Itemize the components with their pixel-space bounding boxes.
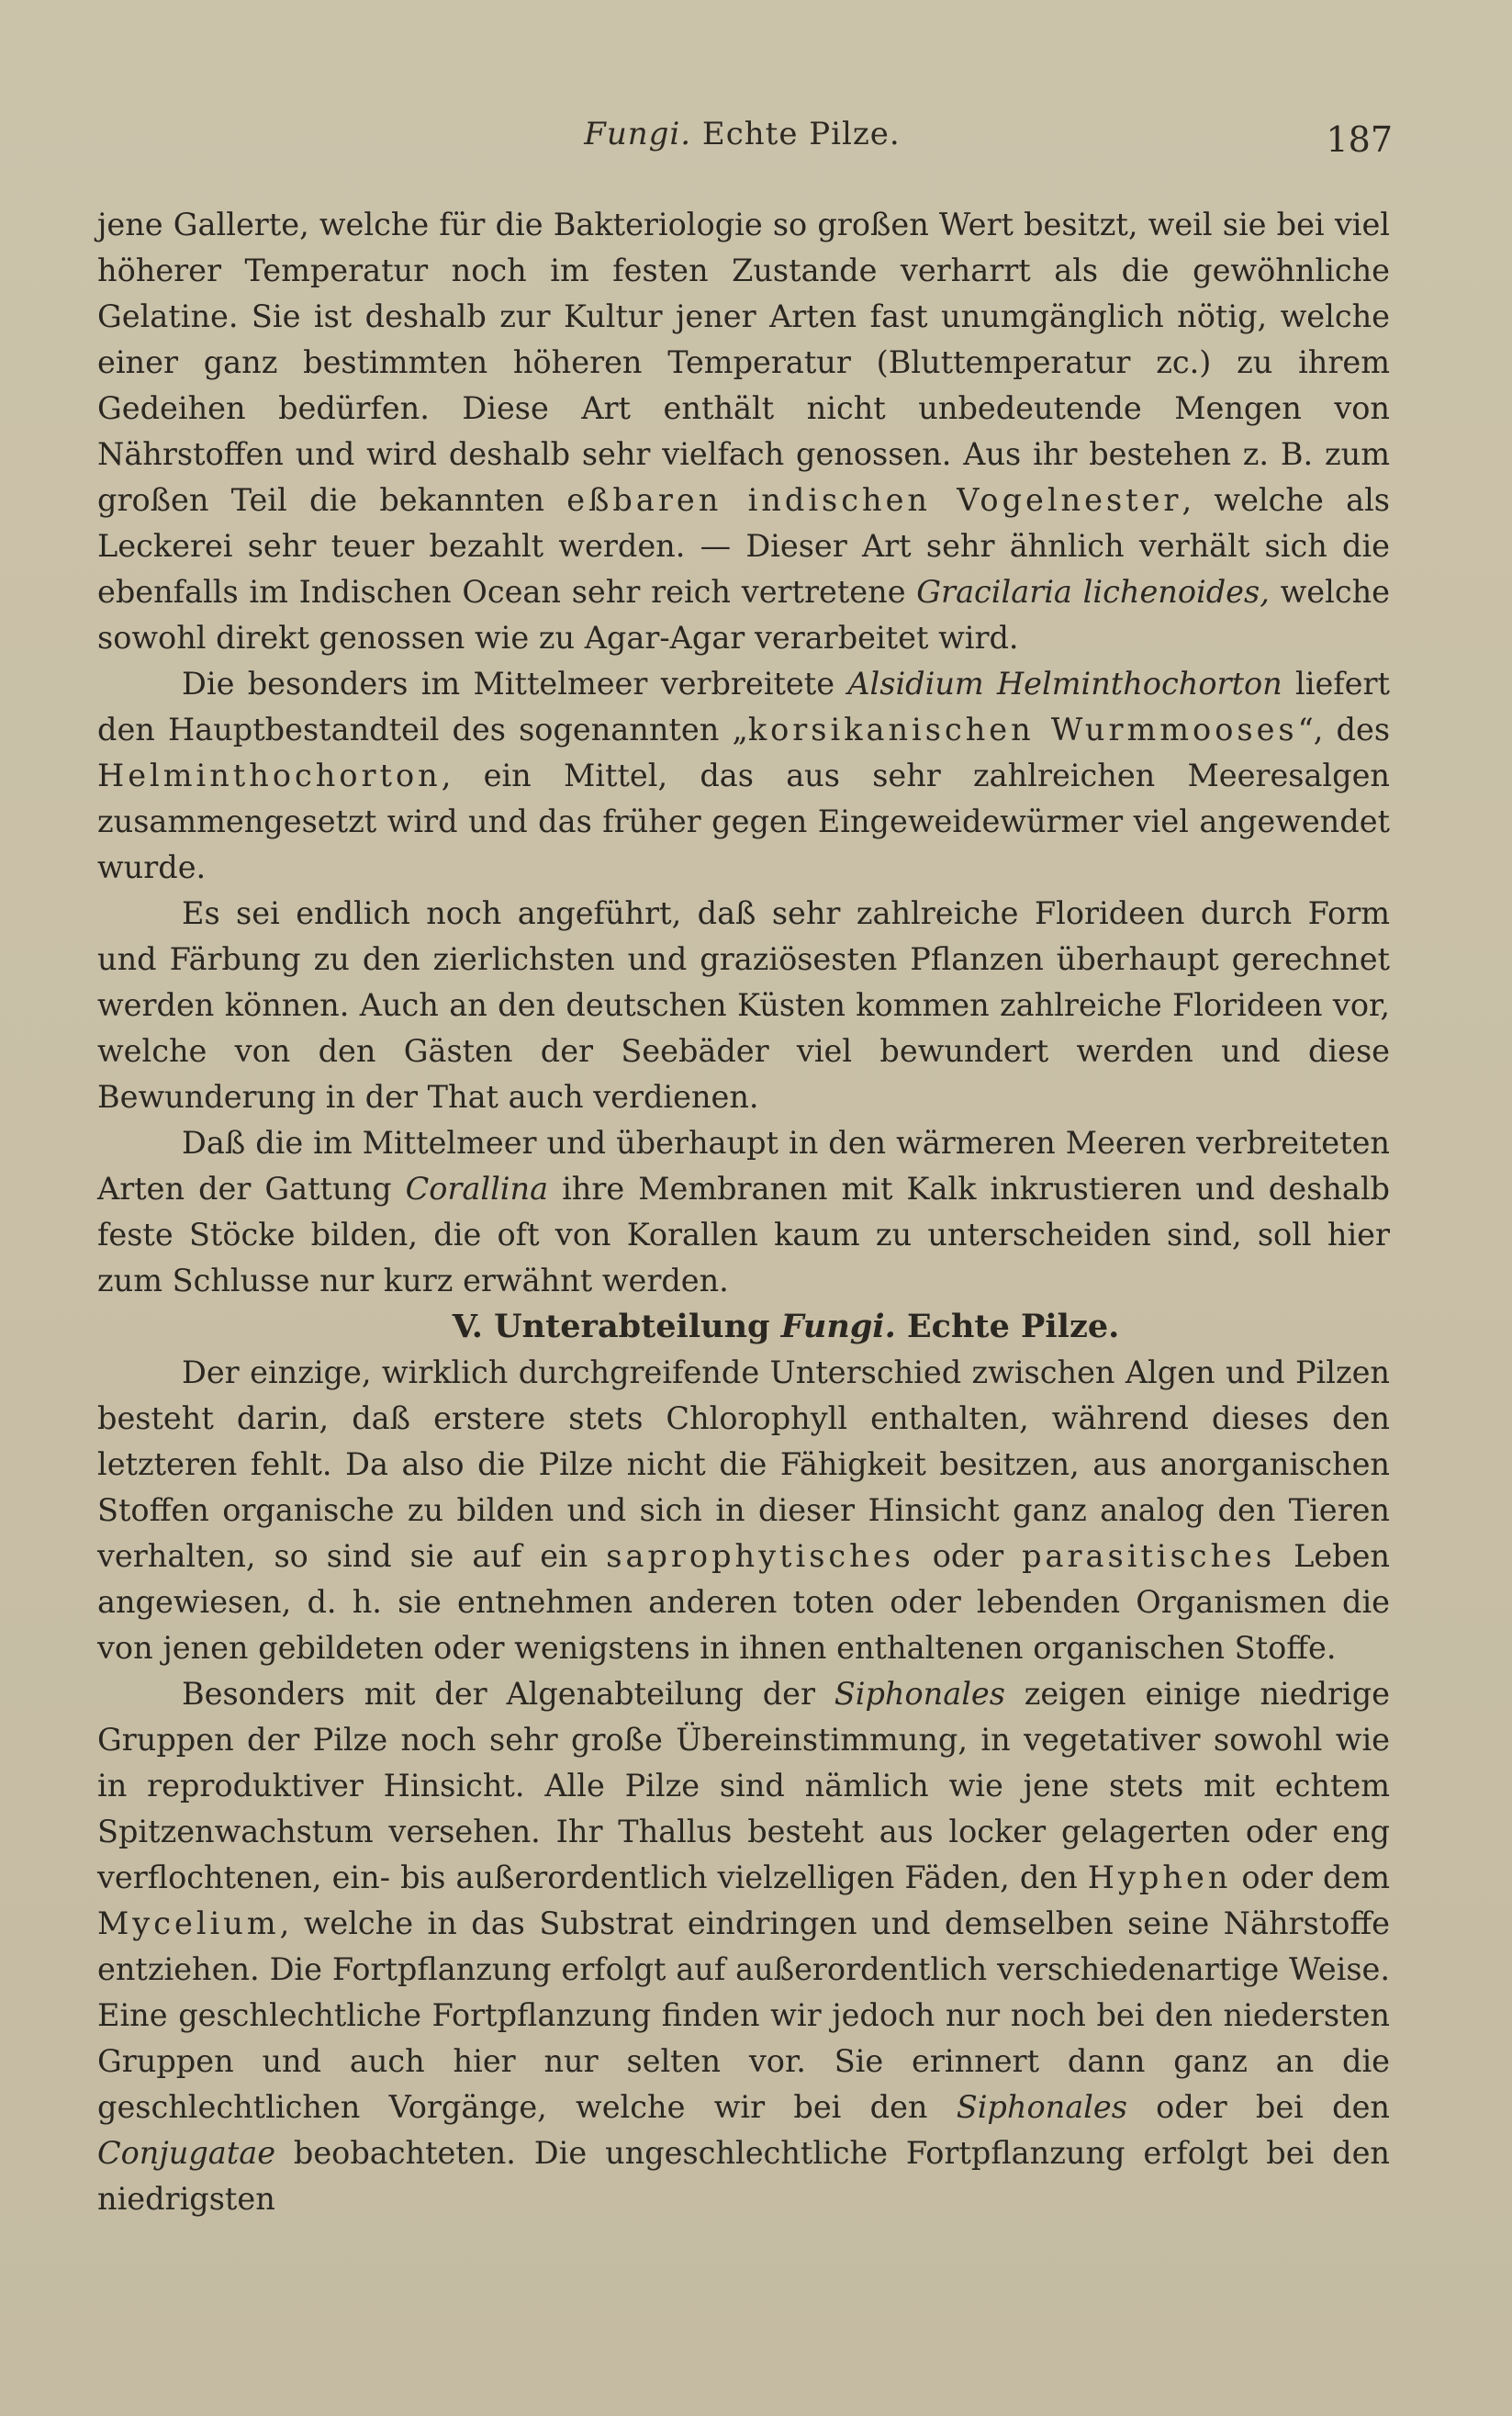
body-text bbox=[97, 202, 1390, 2222]
paragraph-florideen bbox=[97, 891, 1390, 1120]
running-head-title bbox=[92, 116, 1393, 152]
text-run: Der einzige, wirklich durchgreifende Unterschied zwischen Algen und Pilzen besteht darin, daß erstere stets Chlorophyll enthalten, während dieses den letzteren fehlt. Da also die Pilze nicht die Fähigkeit besitzen, aus anorganischen Stoffen organische zu bilden und sich in dieser Hinsicht ganz analog den Tieren verhalten, so sind sie auf ein bbox=[97, 1354, 1390, 1574]
text-run: zeigen einige niedrige Gruppen der Pilze noch sehr große Übereinstimmung, in vegetativer sowohl wie in reproduktiver Hinsicht. Alle Pilze sind nämlich wie jene stets mit echtem Spitzenwachstum versehen. Ihr Thallus besteht aus locker gelagerten oder eng verflochtenen, ein- bis außerordentlich vielzelligen Fäden, den bbox=[97, 1676, 1390, 1895]
spaced-term: Mycelium bbox=[97, 1905, 280, 1941]
running-head-german: Echte Pilze. bbox=[701, 116, 901, 152]
text-run: , ein Mittel, das aus sehr zahlreichen Meeresalgen zusammengesetzt wird und das früher gegen Eingeweidewürmer viel angewendet wurde. bbox=[97, 758, 1390, 885]
heading-latin: Fungi. bbox=[780, 1308, 896, 1345]
spaced-term: parasitisches bbox=[1022, 1538, 1276, 1574]
paragraph-siphonales bbox=[97, 1671, 1390, 2222]
text-run: liefert den Hauptbestandteil des sogenannten „ bbox=[97, 666, 1390, 747]
text-run: Die besonders im Mittelmeer verbreitete bbox=[182, 666, 848, 702]
heading-german: Echte Pilze. bbox=[895, 1308, 1120, 1345]
species-name: Siphonales bbox=[956, 2089, 1127, 2125]
spaced-term: eßbaren indischen Vogelnester bbox=[566, 482, 1182, 518]
spaced-term: Hyphen bbox=[1087, 1860, 1232, 1895]
text-run: beobachteten. Die ungeschlechtliche Fortpflanzung erfolgt bei den niedrigsten bbox=[97, 2135, 1390, 2217]
text-run: “, des bbox=[1297, 712, 1391, 747]
text-run: oder bei den bbox=[1126, 2089, 1391, 2125]
spaced-term: korsikanischen Wurmmooses bbox=[747, 712, 1298, 747]
paragraph-alsidium bbox=[97, 661, 1390, 891]
spaced-term: Helminthochorton bbox=[97, 758, 442, 793]
page-number: 187 bbox=[1326, 119, 1393, 160]
text-run: Besonders mit der Algenabteilung der bbox=[182, 1676, 834, 1712]
species-name: Alsidium Helminthochorton bbox=[847, 666, 1282, 702]
running-head-latin: Fungi. bbox=[584, 116, 692, 152]
paragraph-corallina bbox=[97, 1120, 1390, 1304]
text-run: oder bbox=[913, 1538, 1023, 1574]
text-run: ihre Membranen mit Kalk inkrustieren und deshalb feste Stöcke bilden, die oft von Korallen kaum zu unterscheiden sind, soll hier zum Schlusse nur kurz erwähnt werden. bbox=[97, 1171, 1390, 1298]
paragraph-agar bbox=[97, 202, 1390, 661]
running-head bbox=[92, 110, 1393, 174]
species-name: Corallina bbox=[405, 1171, 549, 1207]
text-run: jene Gallerte, welche für die Bakteriologie so großen Wert besitzt, weil sie bei viel höherer Temperatur noch im festen Zustande verharrt als die gewöhnliche Gelatine. Sie ist deshalb zur Kultur jener Arten fast unumgänglich nötig, welche einer ganz bestimmten höheren Temperatur (Bluttemperatur zc.) zu ihrem Gedeihen bedürfen. Diese Art enthält nicht unbedeutende Mengen von Nährstoffen und wird deshalb sehr vielfach genossen. Aus ihr bestehen z. B. zum großen Teil die bekannten bbox=[97, 207, 1390, 518]
text-run: Leben angewiesen, d. h. sie entnehmen anderen toten oder lebenden Organismen die von jenen gebildeten oder wenigstens in ihnen enthaltenen organischen Stoffe. bbox=[97, 1538, 1390, 1666]
text-run: Es sei endlich noch angeführt, daß sehr zahlreiche Florideen durch Form und Färbung zu den zierlichsten und graziösesten Pflanzen überhaupt gerechnet werden können. Auch an den deutschen Küsten kommen zahlreiche Florideen vor, welche von den Gästen der Seebäder viel bewundert werden und diese Bewunderung in der That auch verdienen. bbox=[97, 895, 1390, 1115]
text-run: oder dem bbox=[1231, 1860, 1390, 1895]
heading-prefix: V. Unterabteilung bbox=[452, 1308, 781, 1345]
text-run: , welche in das Substrat eindringen und demselben seine Nährstoffe entziehen. Die Fortpflanzung erfolgt auf außerordentlich verschiedenartige Weise. Eine geschlechtliche Fortpflanzung finden wir jedoch nur noch bei den niedersten Gruppen und auch hier nur selten vor. Sie erinnert dann ganz an die geschlechtlichen Vorgänge, welche wir bei den bbox=[97, 1905, 1390, 2125]
paragraph-pilze-unterschied bbox=[97, 1350, 1390, 1671]
species-name: Conjugatae bbox=[97, 2135, 276, 2171]
text-run: Daß die im Mittelmeer und überhaupt in den wärmeren Meeren verbreiteten Arten der Gattung bbox=[97, 1125, 1390, 1207]
species-name: Gracilaria lichenoides, bbox=[916, 574, 1270, 610]
text-run: , welche als Leckerei sehr teuer bezahlt werden. — Dieser Art sehr ähnlich verhält sich die ebenfalls im Indischen Ocean sehr reich vertretene bbox=[97, 482, 1390, 610]
spaced-term: saprophytisches bbox=[606, 1538, 914, 1574]
text-run: welche sowohl direkt genossen wie zu Agar-Agar verarbeitet wird. bbox=[97, 574, 1390, 656]
section-heading bbox=[97, 1304, 1390, 1350]
species-name: Siphonales bbox=[834, 1676, 1005, 1712]
